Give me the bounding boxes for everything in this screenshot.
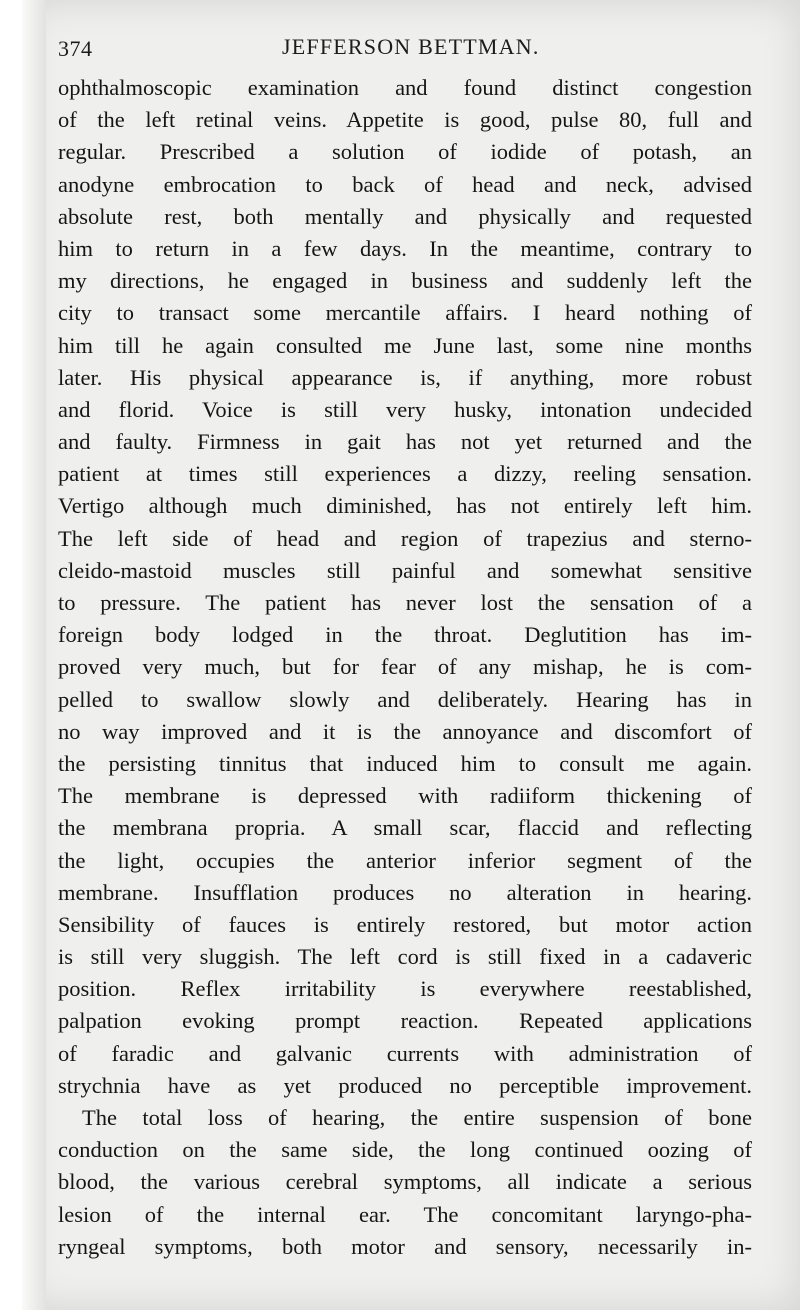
text-line: membrane. Insufflation produces no alteration in hearing. [58, 879, 752, 905]
text-line: the light, occupies the anterior inferior segment of the [58, 847, 752, 873]
text-line: palpation evoking prompt reaction. Repeated applications [58, 1008, 752, 1034]
running-head-title: JEFFERSON BETTMAN. [282, 34, 540, 59]
text-line: proved very much, but for fear of any mishap, he is com- [58, 654, 752, 680]
paragraph-start-line: The total loss of hearing, the entire suspension of bone [82, 1105, 752, 1130]
text-line: conduction on the same side, the long continued oozing of [58, 1137, 752, 1163]
text-line: ophthalmoscopic examination and found distinct congestion [58, 75, 752, 100]
text-line: and faulty. Firmness in gait has not yet returned and the [58, 429, 752, 455]
text-line: The membrane is depressed with radiiform thickening of [58, 783, 752, 809]
page-edge [22, 0, 46, 1310]
text-line: no way improved and it is the annoyance and discomfort of [58, 718, 752, 744]
text-line: foreign body lodged in the throat. Deglutition has im- [58, 622, 752, 648]
text-line: and florid. Voice is still very husky, intonation undecided [58, 396, 752, 422]
text-line: lesion of the internal ear. The concomitant laryngo-pha- [58, 1201, 752, 1227]
text-line: Sensibility of fauces is entirely restored, but motor action [58, 911, 752, 937]
text-line: is still very sluggish. The left cord is still fixed in a cadaveric [58, 944, 752, 970]
text-line: absolute rest, both mentally and physically and requested [58, 203, 752, 229]
text-line: the persisting tinnitus that induced him to consult me again. [58, 750, 752, 776]
text-line: to pressure. The patient has never lost the sensation of a [58, 590, 752, 615]
text-line: anodyne embrocation to back of head and neck, advised [58, 171, 752, 197]
text-line: regular. Prescribed a solution of iodide of potash, an [58, 139, 752, 165]
text-line: city to transact some mercantile affairs. I heard nothing of [58, 300, 752, 326]
text-line: ryngeal symptoms, both motor and sensory, necessarily in- [58, 1233, 752, 1259]
text-line: the membrana propria. A small scar, flaccid and reflecting [58, 815, 752, 841]
text-line: my directions, he engaged in business and suddenly left the [58, 268, 752, 294]
text-line: him till he again consulted me June last, some nine months [58, 332, 752, 358]
text-line: strychnia have as yet produced no perceptible improvement. [58, 1072, 752, 1098]
text-line: position. Reflex irritability is everywhere reestablished, [58, 976, 752, 1002]
text-line: him to return in a few days. In the meantime, contrary to [58, 235, 752, 261]
running-head [58, 32, 760, 72]
text-line: later. His physical appearance is, if anything, more robust [58, 364, 752, 390]
text-line: The left side of head and region of trapezius and sterno- [58, 525, 752, 551]
text-line: of faradic and galvanic currents with administration of [58, 1040, 752, 1066]
text-line: blood, the various cerebral symptoms, all indicate a serious [58, 1169, 752, 1195]
text-line: pelled to swallow slowly and deliberately. Hearing has in [58, 686, 752, 712]
text-line: of the left retinal veins. Appetite is good, pulse 80, full and [58, 107, 752, 133]
text-line: Vertigo although much diminished, has not entirely left him. [58, 493, 752, 519]
page-number: 374 [58, 36, 93, 61]
text-line: patient at times still experiences a dizzy, reeling sensation. [58, 461, 752, 487]
body-text [58, 72, 752, 1263]
text-line: cleido-mastoid muscles still painful and somewhat sensitive [58, 557, 752, 583]
